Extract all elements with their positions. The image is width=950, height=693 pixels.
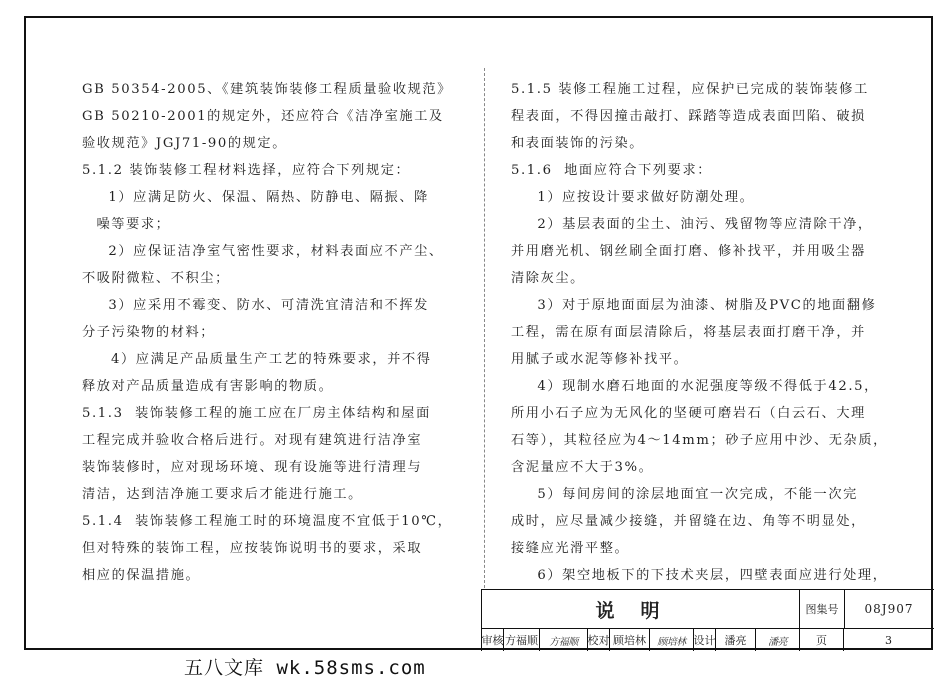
text-line: 石等），其粒径应为4～14mm；砂子应用中沙、无杂质， [511, 433, 888, 448]
atlas-number: 08J907 [864, 602, 914, 616]
text-line: 并用磨光机、钢丝刷全面打磨、修补找平，并用吸尘器 [511, 244, 866, 259]
clause-heading: 5.1.3 装饰装修工程的施工应在厂房主体结构和屋面 [82, 406, 431, 421]
text-line: 2）基层表面的尘土、油污、残留物等应清除干净， [537, 217, 873, 232]
text-line: 验收规范》JGJ71-90的规定。 [82, 136, 288, 151]
atlas-number-label: 图集号 [800, 590, 845, 628]
right-text-column [511, 76, 909, 589]
text-line: 含泥量应不大于3%。 [511, 460, 654, 475]
review-label: 审核 [482, 629, 504, 651]
text-line: 但对特殊的装饰工程，应按装饰说明书的要求，采取 [82, 541, 423, 556]
text-line: 清洁，达到洁净施工要求后才能进行施工。 [82, 487, 363, 502]
design-signature: 潘亮 [756, 629, 800, 651]
text-line: 成时，应尽量减少接缝，并留缝在边、角等不明显处， [511, 514, 866, 529]
text-line: 装饰装修时，应对现场环境、现有设施等进行清理与 [82, 460, 423, 475]
text-line: 释放对产品质量造成有害影响的物质。 [82, 379, 334, 394]
sheet-title: 说明 [482, 590, 800, 628]
text-line: 所用小石子应为无风化的坚硬可磨岩石（白云石、大理 [511, 406, 866, 421]
text-line: 工程完成并验收合格后进行。对现有建筑进行洁净室 [82, 433, 423, 448]
title-block-top-row [482, 590, 934, 629]
clause-heading: 5.1.5 装修工程施工过程，应保护已完成的装饰装修工 [511, 82, 869, 97]
text-line: GB 50210-2001的规定外，还应符合《洁净室施工及 [82, 109, 444, 124]
text-line: 相应的保温措施。 [82, 568, 201, 583]
text-line: GB 50354-2005、《建筑装饰装修工程质量验收规范》 [82, 82, 452, 97]
text-line: 2）应保证洁净室气密性要求，材料表面应不产尘、 [108, 244, 444, 259]
review-signature: 方福顺 [540, 629, 588, 651]
text-line: 接缝应光滑平整。 [511, 541, 630, 556]
design-name: 潘亮 [716, 629, 756, 651]
text-line: 6）架空地板下的下技术夹层，四壁表面应进行处理， [537, 568, 888, 583]
text-line: 和表面装饰的污染。 [511, 136, 645, 151]
review-name: 方福顺 [504, 629, 540, 651]
text-line: 3）对于原地面面层为油漆、树脂及PVC的地面翻修 [537, 298, 877, 313]
text-line: 4）现制水磨石地面的水泥强度等级不得低于42.5， [537, 379, 879, 394]
text-line: 用腻子或水泥等修补找平。 [511, 352, 689, 367]
text-line: 1）应满足防火、保温、隔热、防静电、隔振、降 [108, 190, 429, 205]
text-line: 1）应按设计要求做好防潮处理。 [537, 190, 755, 205]
text-line: 不吸附微粒、不积尘； [82, 271, 230, 286]
clause-heading: 5.1.6 地面应符合下列要求： [511, 163, 713, 178]
clause-heading: 5.1.4 装饰装修工程施工时的环境温度不宜低于10℃， [82, 514, 453, 529]
proof-name: 顾培林 [610, 629, 650, 651]
text-line: 清除灰尘。 [511, 271, 585, 286]
text-line: 噪等要求； [96, 217, 171, 232]
text-line: 5）每间房间的涂层地面宜一次完成，不能一次完 [537, 487, 858, 502]
proof-signature: 顾培林 [650, 629, 694, 651]
page-label: 页 [800, 629, 844, 651]
text-line: 4）应满足产品质量生产工艺的特殊要求，并不得 [111, 352, 432, 367]
left-text-column [82, 76, 474, 589]
text-line: 3）应采用不霉变、防水、可清洗宜清洁和不挥发 [108, 298, 429, 313]
design-label: 设计 [694, 629, 716, 651]
title-block-signature-row [482, 629, 934, 651]
text-line: 程表面，不得因撞击敲打、踩踏等造成表面凹陷、破损 [511, 109, 866, 124]
text-line: 分子污染物的材料； [82, 325, 216, 340]
proof-label: 校对 [588, 629, 610, 651]
title-block [481, 589, 934, 651]
column-divider [484, 68, 485, 588]
text-line: 工程，需在原有面层清除后，将基层表面打磨干净，并 [511, 325, 866, 340]
page-number: 3 [885, 633, 892, 647]
clause-heading: 5.1.2 装饰装修工程材料选择，应符合下列规定： [82, 163, 411, 178]
watermark-text: 五八文库 wk.58sms.com [184, 657, 426, 679]
